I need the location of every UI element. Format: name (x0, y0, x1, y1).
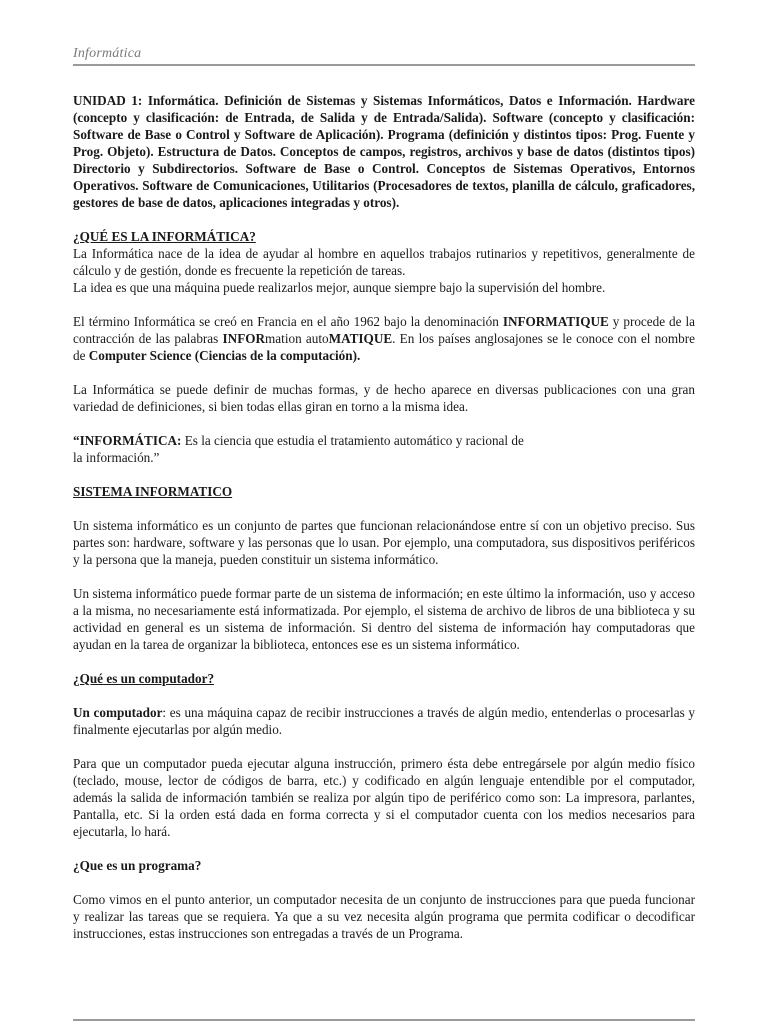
bold-matique: MATIQUE (328, 331, 393, 346)
heading-que-es-informatica: ¿QUÉ ES LA INFORMÁTICA? (73, 229, 256, 244)
paragraph-term-origin (73, 313, 695, 364)
paragraph-sistema-informacion: Un sistema informático puede formar parte de un sistema de información; en este último la información, uso y acceso a la misma, no necesariamente está informatizada. Por ejemplo, el sistema de archivo de libros de una biblioteca y su actividad en general es un sistema de información. Si dentro del sistema de información hay computadoras que ayudan en la tarea de organizar la biblioteca, entonces ese es un sistema informático. (73, 586, 695, 652)
paragraph-definitions: La Informática se puede definir de muchas formas, y de hecho aparece en diversas publicaciones con una gran variedad de definiciones, si bien todas ellas giran en torno a la misma idea. (73, 382, 695, 414)
paragraph-programa: Como vimos en el punto anterior, un computador necesita de un conjunto de instrucciones para que pueda funcionar y realizar las tareas que se requiera. Ya que a su vez necesita algún programa que permita codificar o decodificar instrucciones, estas instrucciones son entregadas a través de un Programa. (73, 892, 695, 941)
heading-que-es-programa: ¿Que es un programa? (73, 858, 202, 873)
definition-term: “INFORMÁTICA: (73, 433, 182, 448)
paragraph-computador-instrucciones: Para que un computador pueda ejecutar alguna instrucción, primero ésta debe entregársele por algún medio físico (teclado, mouse, lector de códigos de barra, etc.) y codificado en algún lenguaje entendible por el computador, además la salida de información también se realiza por algún tipo de periférico como son: La impresora, parlantes, Pantalla, etc. Si la orden está dada en forma correcta y si el computador cuenta con los medios necesarios para ejecutarla, lo hará. (73, 756, 695, 839)
footer-divider (73, 1019, 695, 1021)
bold-computer-science: Computer Science (Ciencias de la computación). (88, 348, 361, 363)
text-run: mation auto (265, 331, 329, 346)
text-run: . En los países anglosajones se le conoce con el nombre de (73, 331, 695, 363)
computador-term: Un computador (73, 705, 163, 720)
document-body (73, 92, 695, 942)
heading-que-es-computador: ¿Qué es un computador? (73, 671, 215, 686)
header-divider (73, 64, 695, 66)
definition-text: Es la ciencia que estudia el tratamiento automático y racional de (181, 433, 524, 448)
paragraph-informatica-idea: La idea es que una máquina puede realizarlos mejor, aunque siempre bajo la supervisión del hombre. (73, 280, 606, 295)
computador-def-text: : es una máquina capaz de recibir instrucciones a través de algún medio, entenderlas o procesarlas y finalmente ejecutarlas por algún medio. (73, 705, 695, 737)
page-header-title: Informática (73, 46, 142, 61)
bold-infor: INFOR (222, 331, 266, 346)
bold-informatique: INFORMATIQUE (502, 314, 609, 329)
unit-summary: UNIDAD 1: Informática. Definición de Sistemas y Sistemas Informáticos, Datos e Información. Hardware (concepto y clasificación: de Entrada, de Salida y de Entrada/Salida). Software (concepto y clasificación: Software de Base o Control y Software de Aplicación). Programa (definición y distintos tipos: Prog. Fuente y Prog. Objeto). Estructura de Datos. Conceptos de campos, registros, archivos y base de datos (distintos tipos) Directorio y Subdirectorios. Software de Base o Control. Conceptos de Sistemas Operativos, Entornos Operativos. Software de Comunicaciones, Utilitarios (Procesadores de textos, planilla de cálculo, graficadores, gestores de base de datos, aplicaciones integradas y otros). (73, 93, 695, 210)
definition-informatica (73, 432, 695, 466)
text-run: y procede de la contracción de las palabras (73, 314, 695, 346)
text-run: El término Informática se creó en Francia en el año 1962 bajo la denominación (73, 314, 503, 329)
definition-text-end: la información.” (73, 450, 160, 465)
paragraph-sistema-def: Un sistema informático es un conjunto de partes que funcionan relacionándose entre sí con un objetivo preciso. Sus partes son: hardware, software y las personas que lo usan. Por ejemplo, una computadora, sus dispositivos periféricos y la persona que la maneja, pueden constituir un sistema informático. (73, 518, 695, 567)
paragraph-computador-def (73, 704, 695, 738)
heading-sistema-informatico: SISTEMA INFORMATICO (73, 484, 233, 499)
paragraph-informatica-origin: La Informática nace de la idea de ayudar al hombre en aquellos trabajos rutinarios y repetitivos, generalmente de cálculo y de gestión, donde es frecuente la repetición de tareas. (73, 246, 695, 278)
